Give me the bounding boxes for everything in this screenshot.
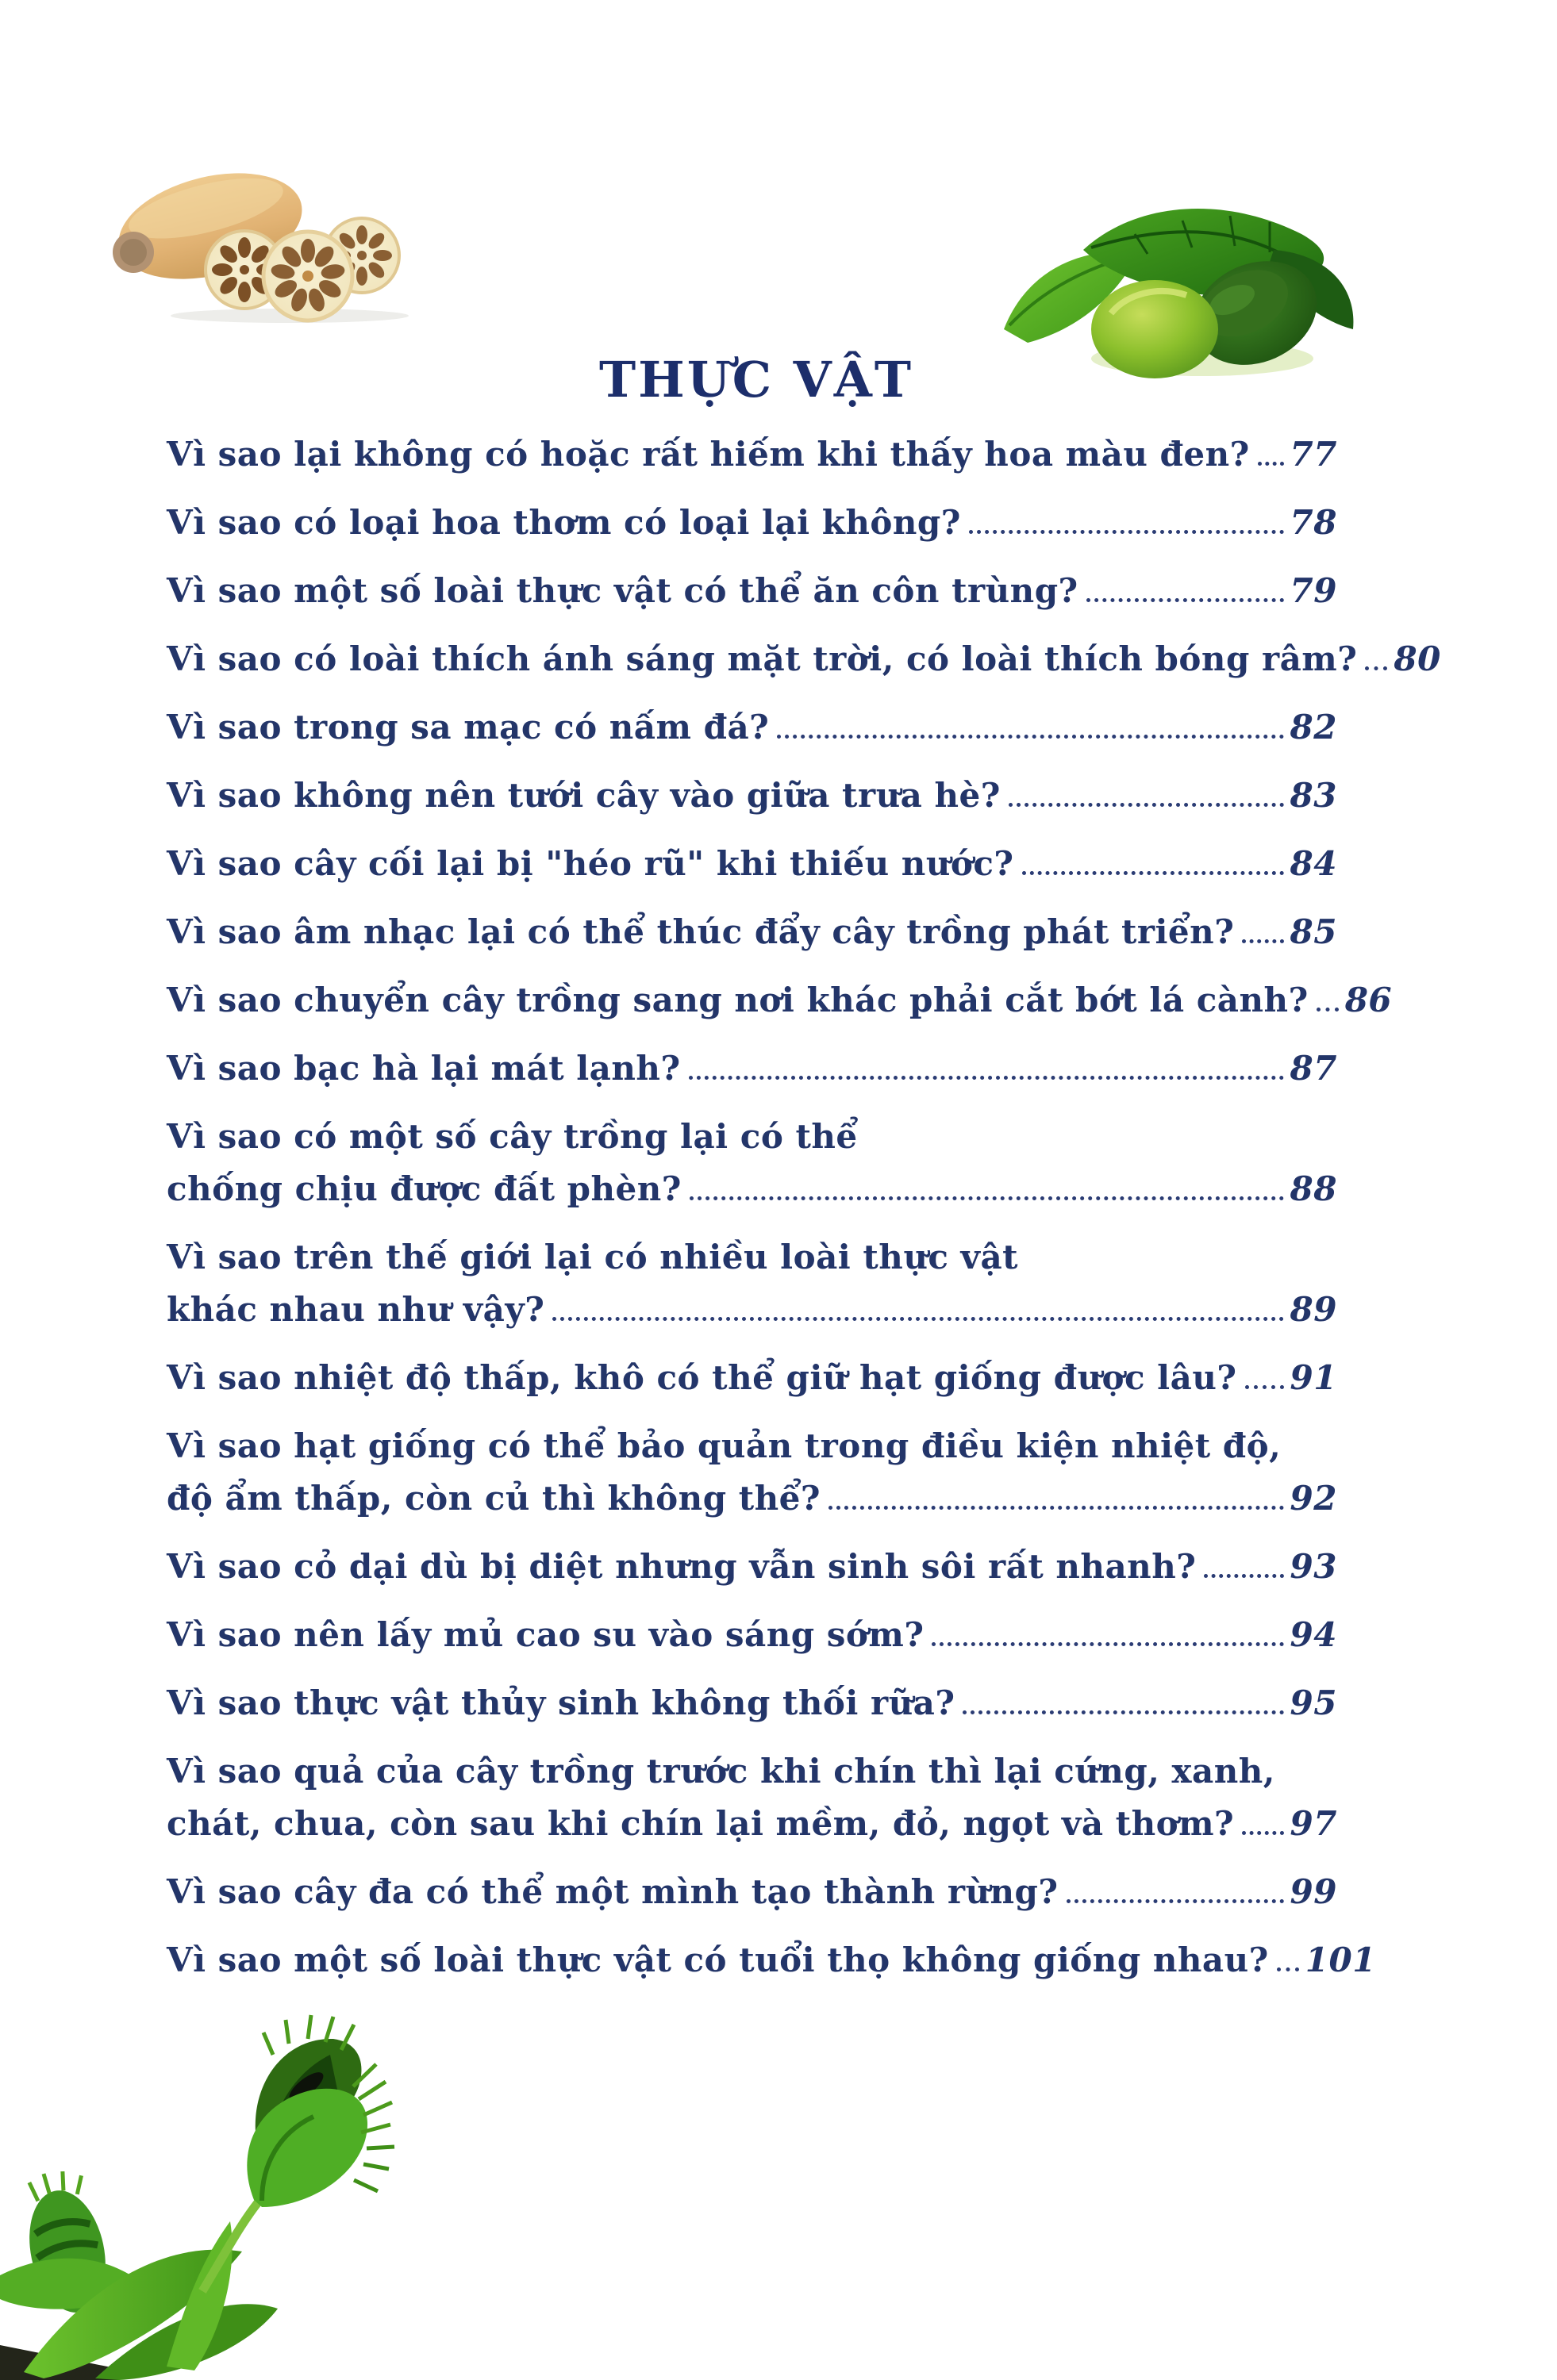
page-title: THỰC VẬT: [598, 351, 914, 409]
toc-entry-text: Vì sao hạt giống có thể bảo quản trong điều kiện nhiệt độ,: [167, 1426, 1282, 1465]
toc-entry-text: Vì sao một số loài thực vật có tuổi thọ không giống nhau?: [167, 1940, 1269, 1979]
toc-entry: [167, 906, 1337, 958]
toc-entry: [167, 565, 1337, 617]
toc-page-number: 92: [1290, 1479, 1337, 1518]
toc-entry: [167, 1420, 1337, 1525]
toc-page-number: 79: [1290, 571, 1337, 610]
toc-list: [167, 428, 1441, 2002]
dotted-leader: [1086, 598, 1284, 602]
toc-page-number: 97: [1290, 1804, 1337, 1843]
toc-entry: [167, 633, 1441, 685]
toc-entry: [167, 1745, 1337, 1850]
dotted-leader: [690, 1196, 1284, 1200]
toc-entry-text: Vì sao trong sa mạc có nấm đá?: [167, 708, 770, 747]
toc-entry-text: Vì sao quả của cây trồng trước khi chín thì lại cứng, xanh,: [167, 1752, 1275, 1791]
dotted-leader: [1242, 1831, 1283, 1835]
dotted-leader: [932, 1642, 1283, 1646]
toc-entry-text: Vì sao cây đa có thể một mình tạo thành rừng?: [167, 1872, 1059, 1911]
toc-entry-text: Vì sao lại không có hoặc rất hiếm khi thấy hoa màu đen?: [167, 435, 1250, 474]
toc-entry: [167, 974, 1393, 1027]
toc-entry: [167, 1352, 1337, 1404]
toc-entry: [167, 1934, 1376, 1987]
dotted-leader: [1245, 1385, 1284, 1389]
toc-entry-text: Vì sao không nên tưới cây vào giữa trưa hè?: [167, 776, 1001, 815]
toc-page-number: 86: [1344, 981, 1393, 1019]
dotted-leader: [1277, 1967, 1299, 1971]
toc-entry-text: Vì sao trên thế giới lại có nhiều loài thực vật: [167, 1238, 1019, 1276]
toc-page-number: 93: [1290, 1547, 1337, 1586]
toc-entry-text: Vì sao thực vật thủy sinh không thối rữa?: [167, 1683, 955, 1722]
toc-entry: [167, 1541, 1337, 1593]
toc-entry: [167, 701, 1337, 754]
toc-entry-text: Vì sao cỏ dại dù bị diệt nhưng vẫn sinh sôi rất nhanh?: [167, 1547, 1197, 1586]
dotted-leader: [969, 530, 1284, 534]
toc-entry-text: Vì sao một số loài thực vật có thể ăn côn trùng?: [167, 571, 1078, 610]
dotted-leader: [1365, 666, 1387, 670]
dotted-leader: [1009, 803, 1284, 807]
toc-page-number: 83: [1290, 776, 1337, 815]
dotted-leader: [1317, 1008, 1339, 1012]
dotted-leader: [1067, 1899, 1284, 1903]
toc-entry: [167, 770, 1337, 822]
toc-page-number: 82: [1290, 708, 1337, 747]
toc-entry: [167, 497, 1337, 549]
toc-entry-text: Vì sao nên lấy mủ cao su vào sáng sớm?: [167, 1615, 925, 1654]
toc-page-number: 91: [1290, 1358, 1337, 1397]
dotted-leader: [828, 1506, 1284, 1510]
toc-page-number: 84: [1290, 844, 1337, 883]
toc-entry-text: Vì sao có loài thích ánh sáng mặt trời, có loài thích bóng râm?: [167, 639, 1358, 678]
toc-entry-text: Vì sao cây cối lại bị "héo rũ" khi thiếu nước?: [167, 844, 1014, 883]
dotted-leader: [1022, 871, 1284, 875]
lotus-root-photo: [111, 159, 413, 325]
toc-entry: [167, 1042, 1337, 1095]
toc-entry: [167, 1231, 1337, 1336]
toc-page-number: 88: [1290, 1169, 1337, 1208]
toc-entry: [167, 838, 1337, 890]
toc-entry-text: Vì sao âm nhạc lại có thể thúc đẩy cây trồng phát triển?: [167, 912, 1235, 951]
toc-page-number: 89: [1290, 1290, 1337, 1329]
venus-flytrap-photo: [0, 2013, 397, 2380]
toc-entry: [167, 1866, 1337, 1918]
toc-entry-text: Vì sao nhiệt độ thấp, khô có thể giữ hạt giống được lâu?: [167, 1358, 1237, 1397]
toc-entry: [167, 1677, 1337, 1729]
toc-entry-text: khác nhau như vậy?: [167, 1290, 545, 1329]
toc-page-number: 80: [1394, 639, 1441, 678]
dotted-leader: [552, 1317, 1283, 1321]
toc-entry: [167, 428, 1337, 481]
toc-entry-text: độ ẩm thấp, còn củ thì không thể?: [167, 1479, 821, 1518]
toc-page-number: 78: [1290, 503, 1337, 542]
toc-entry-text: Vì sao có loại hoa thơm có loại lại không?: [167, 503, 961, 542]
toc-entry-text: Vì sao bạc hà lại mát lạnh?: [167, 1049, 681, 1088]
dotted-leader: [1204, 1574, 1283, 1578]
dotted-leader: [963, 1710, 1283, 1714]
toc-page-number: 99: [1290, 1872, 1337, 1911]
dotted-leader: [689, 1076, 1284, 1080]
dotted-leader: [777, 735, 1283, 739]
toc-entry: [167, 1111, 1337, 1215]
toc-entry-text: chống chịu được đất phèn?: [167, 1169, 682, 1208]
toc-page-number: 87: [1290, 1049, 1337, 1088]
dotted-leader: [1258, 462, 1284, 466]
toc-page-number: 95: [1290, 1683, 1337, 1722]
toc-page-number: 94: [1290, 1615, 1337, 1654]
dotted-leader: [1242, 939, 1283, 943]
toc-entry-text: chát, chua, còn sau khi chín lại mềm, đỏ, ngọt và thơm?: [167, 1804, 1235, 1843]
toc-page-number: 85: [1290, 912, 1337, 951]
toc-entry-text: Vì sao có một số cây trồng lại có thể: [167, 1117, 858, 1156]
toc-entry-text: Vì sao chuyển cây trồng sang nơi khác phải cắt bớt lá cành?: [167, 981, 1309, 1019]
toc-page-number: 77: [1290, 435, 1337, 474]
toc-entry: [167, 1609, 1337, 1661]
toc-page-number: 101: [1305, 1940, 1376, 1979]
